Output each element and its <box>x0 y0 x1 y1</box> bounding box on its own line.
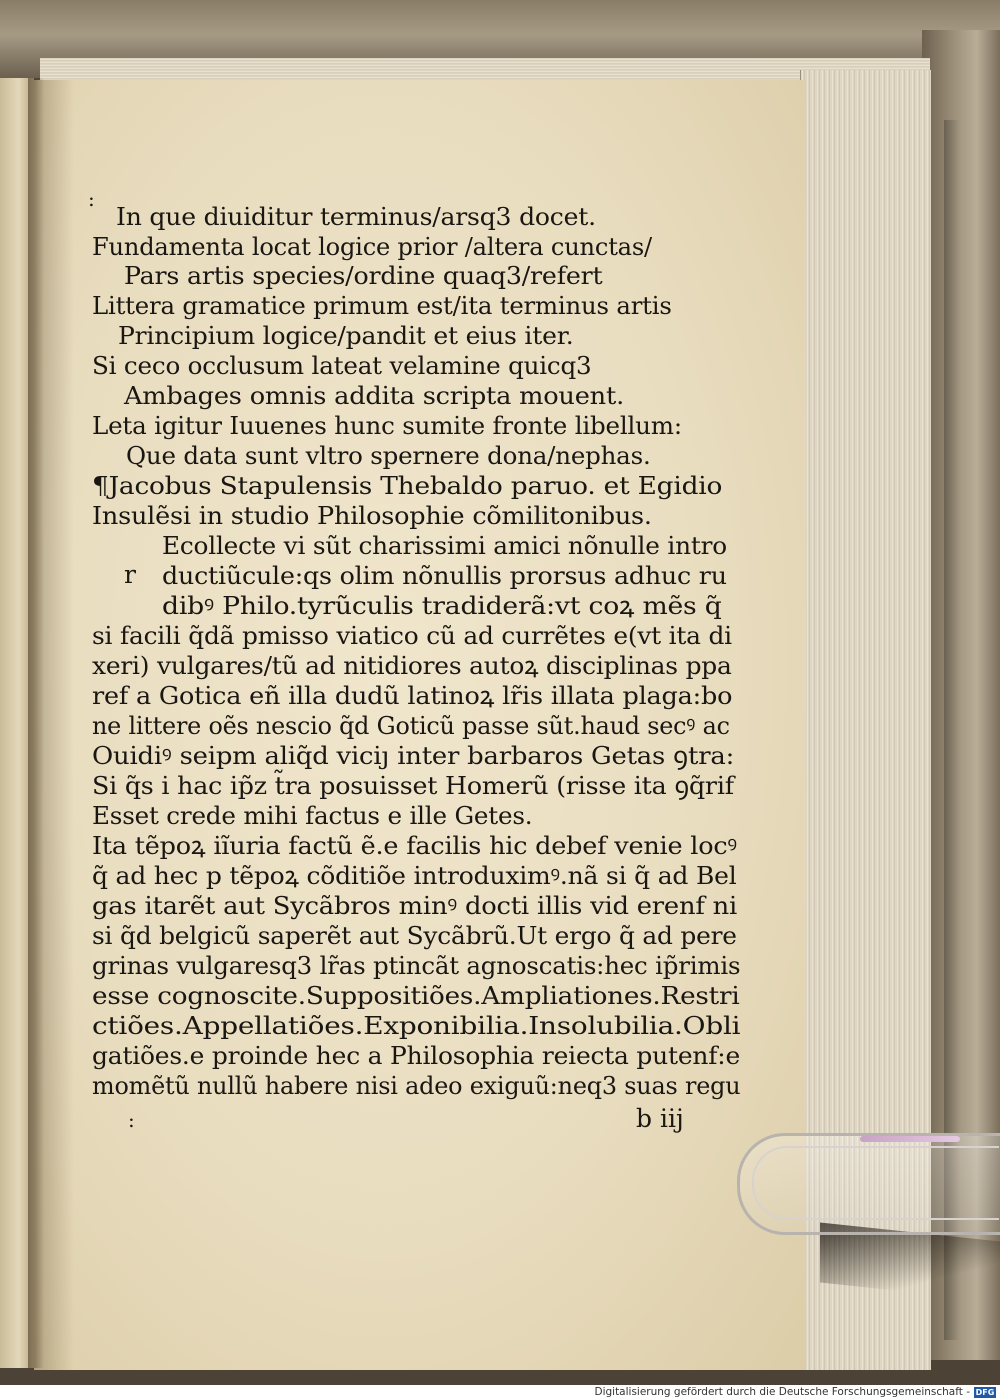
text-line: ductiũcule:qs olim nõnullis prorsus adhuc ru <box>162 561 727 590</box>
guide-letter: r <box>124 560 136 589</box>
signature-mark: b iij <box>636 1104 684 1133</box>
text-line: ¶Jacobus Stapulensis Thebaldo paruo. et Egidio <box>92 471 723 500</box>
text-line: Insulẽsi in studio Philosophie cõmilitonibus. <box>92 501 652 530</box>
text-line: ctiões.Appellatiões.Exponibilia.Insolubilia.Obli <box>92 1011 741 1040</box>
page-clip-highlight <box>860 1136 960 1142</box>
text-line: Ambages omnis addita scripta mouent. <box>124 381 625 410</box>
text-line: Ecollecte vi sũt charissimi amici nõnulle intro <box>162 531 727 560</box>
text-line: Si ceco occlusum lateat velamine quicq3 <box>92 351 592 380</box>
text-line: grinas vulgaresq3 lr̃as ptincãt agnoscatis:hec ip̃rimis <box>92 951 741 980</box>
text-line: Leta igitur Iuuenes hunc sumite fronte libellum: <box>92 411 682 440</box>
text-line: si facili q̃dã pmisso viatico cũ ad currẽtes e(vt ita di <box>92 621 732 650</box>
text-line: dibꝰ Philo.tyrũculis tradiderã:vt coꝝ mẽs q̃ <box>162 591 722 620</box>
text-line: gatiões.e proinde hec a Philosophia reiecta putenf:e <box>92 1041 740 1070</box>
text-line: In que diuiditur terminus/arsq3 docet. <box>116 202 596 231</box>
page-mark: : <box>88 187 95 211</box>
text-line: Principium logice/pandit et eius iter. <box>118 321 574 350</box>
text-line: Fundamenta locat logice prior /altera cunctas/ <box>92 232 652 261</box>
page-clip-inner <box>752 1146 999 1220</box>
text-line: si q̃d belgicũ saperẽt aut Sycãbrũ.Ut ergo q̃ ad pere <box>92 921 737 950</box>
text-line: xeri) vulgares/tũ ad nitidiores autoꝝ disciplinas ppa <box>92 651 732 680</box>
verso-gutter-shadow <box>28 78 44 1368</box>
page-mark: : <box>128 1108 135 1132</box>
text-line: Littera gramatice primum est/ita terminus artis <box>92 291 672 320</box>
text-line: Ita tẽpoꝝ iĩuria factũ ẽ.e facilis hic debef venie locꝰ <box>92 831 737 860</box>
text-line: Que data sunt vltro spernere dona/nephas. <box>126 441 651 470</box>
text-line: Ouidiꝰ seipm aliq̃d viciȷ inter barbaros Getas ꝯtra: <box>92 741 735 770</box>
footer-bar <box>0 1385 1000 1400</box>
funding-credit: Digitalisierung gefördert durch die Deutsche Forschungsgemeinschaft - <box>594 1386 970 1398</box>
text-line: ref a Gotica eñ illa dudũ latinoꝝ lr̃is illata plaga:bo <box>92 681 733 710</box>
dfg-logo: DFG <box>975 1388 995 1397</box>
text-line: momẽtũ nullũ habere nisi adeo exiguũ:neq3 suas regu <box>92 1071 741 1100</box>
text-line: q̃ ad hec p tẽpoꝝ cõditiõe introduximꝰ.nã si q̃ ad Bel <box>92 861 737 890</box>
text-line: Si q̃s i hac ip̃z t̃ra posuisset Homerũ (risse ita ꝯq̃rif <box>92 771 734 800</box>
text-line: Esset crede mihi factus e ille Getes. <box>92 801 533 830</box>
text-line: ne littere oẽs nescio q̃d Goticũ passe sũt.haud secꝰ ac <box>92 711 730 740</box>
text-line: gas itarẽt aut Sycãbros minꝰ docti illis vid erenf ni <box>92 891 738 920</box>
text-line: esse cognoscite.Suppositiões.Ampliationes.Restri <box>92 981 740 1010</box>
text-line: Pars artis species/ordine quaq3/refert <box>124 261 603 290</box>
